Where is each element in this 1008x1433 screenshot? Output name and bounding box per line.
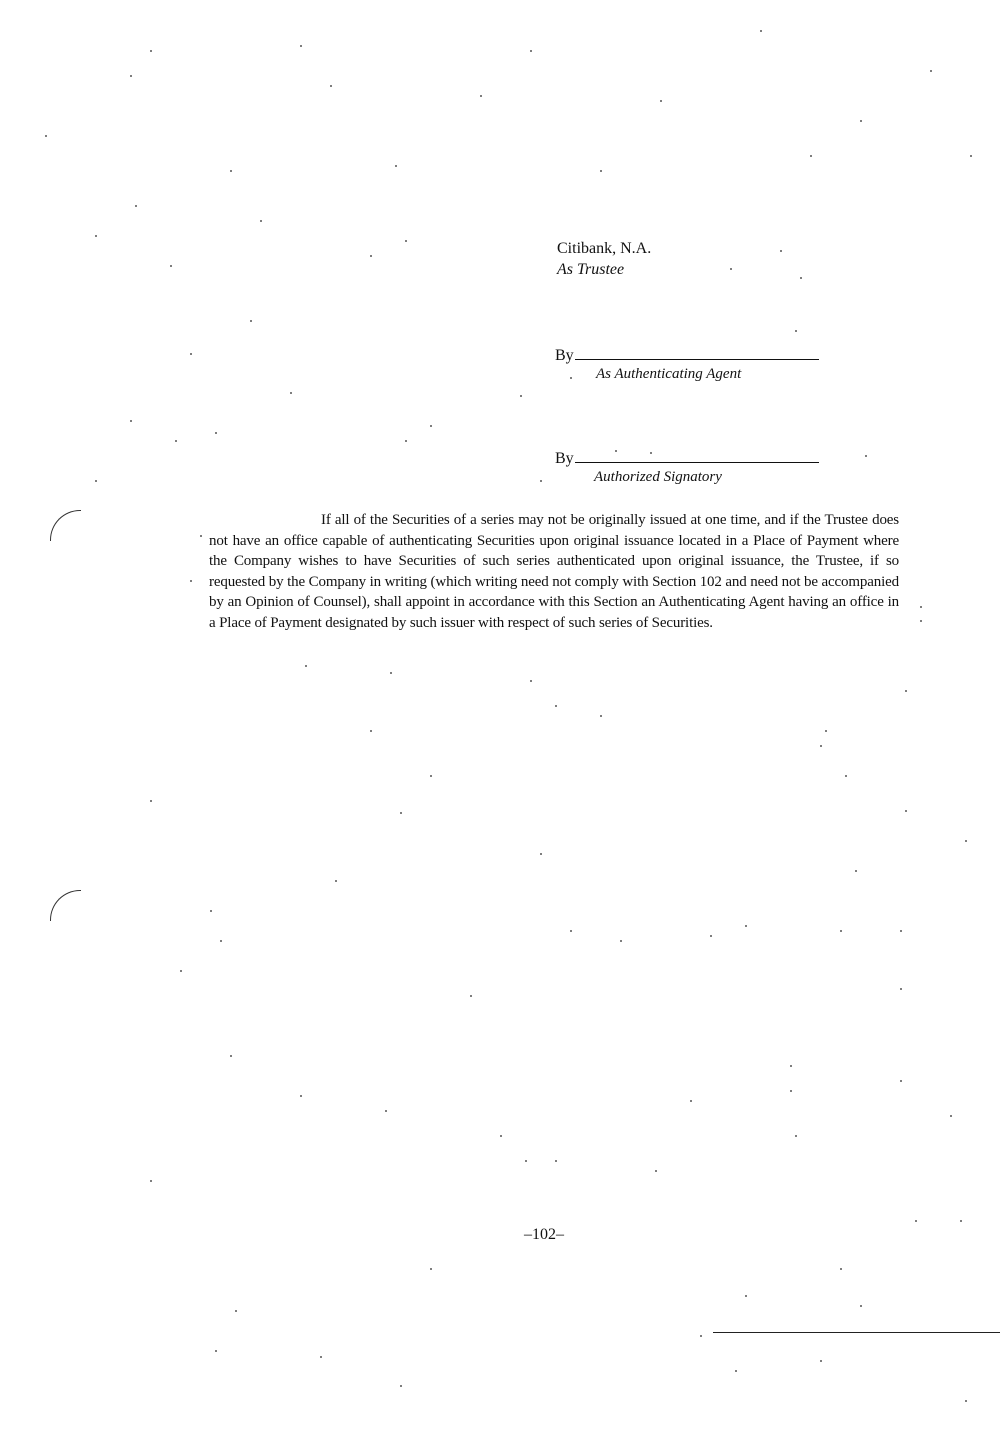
scan-speck bbox=[150, 50, 152, 52]
scan-speck bbox=[800, 277, 802, 279]
scan-speck bbox=[370, 730, 372, 732]
scan-speck bbox=[370, 255, 372, 257]
scan-speck bbox=[570, 377, 572, 379]
scan-speck bbox=[555, 1160, 557, 1162]
scan-speck bbox=[600, 715, 602, 717]
scan-speck bbox=[130, 420, 132, 422]
scan-speck bbox=[540, 480, 542, 482]
signature-rule bbox=[575, 345, 819, 360]
scan-speck bbox=[95, 480, 97, 482]
scan-speck bbox=[400, 1385, 402, 1387]
scan-speck bbox=[530, 50, 532, 52]
binder-hole-mark bbox=[50, 890, 81, 921]
scan-speck bbox=[825, 730, 827, 732]
scan-speck bbox=[470, 995, 472, 997]
scan-speck bbox=[820, 745, 822, 747]
scan-speck bbox=[745, 1295, 747, 1297]
scan-speck bbox=[865, 455, 867, 457]
scan-speck bbox=[780, 250, 782, 252]
scan-speck bbox=[900, 1080, 902, 1082]
scan-speck bbox=[745, 925, 747, 927]
scan-speck bbox=[320, 1356, 322, 1358]
scan-speck bbox=[930, 70, 932, 72]
scan-speck bbox=[855, 870, 857, 872]
scan-speck bbox=[300, 45, 302, 47]
scan-speck bbox=[385, 1110, 387, 1112]
scan-speck bbox=[790, 1090, 792, 1092]
scan-speck bbox=[730, 268, 732, 270]
signature-line-authorized-signatory bbox=[555, 448, 819, 468]
scan-speck bbox=[965, 840, 967, 842]
scan-speck bbox=[530, 680, 532, 682]
scan-speck bbox=[335, 880, 337, 882]
scan-speck bbox=[300, 1095, 302, 1097]
scan-speck bbox=[690, 1100, 692, 1102]
scan-speck bbox=[950, 1115, 952, 1117]
scan-speck bbox=[735, 1370, 737, 1372]
scan-speck bbox=[45, 135, 47, 137]
scan-speck bbox=[200, 535, 202, 537]
scan-speck bbox=[760, 30, 762, 32]
scan-speck bbox=[215, 432, 217, 434]
scan-speck bbox=[700, 1335, 702, 1337]
scan-speck bbox=[405, 240, 407, 242]
scan-speck bbox=[795, 330, 797, 332]
signature-caption: As Authenticating Agent bbox=[596, 366, 742, 382]
scan-speck bbox=[430, 1268, 432, 1270]
by-label: By bbox=[555, 450, 574, 467]
scan-speck bbox=[290, 392, 292, 394]
scan-speck bbox=[250, 320, 252, 322]
scan-speck bbox=[235, 1310, 237, 1312]
scan-speck bbox=[190, 353, 192, 355]
scan-speck bbox=[655, 1170, 657, 1172]
trustee-role: As Trustee bbox=[557, 261, 625, 278]
scan-speck bbox=[400, 812, 402, 814]
scan-speck bbox=[430, 775, 432, 777]
scan-speck bbox=[190, 580, 192, 582]
scan-speck bbox=[790, 1065, 792, 1067]
scan-speck bbox=[905, 810, 907, 812]
scan-speck bbox=[840, 930, 842, 932]
scan-speck bbox=[405, 440, 407, 442]
binder-hole-mark bbox=[50, 510, 81, 541]
scan-speck bbox=[795, 1135, 797, 1137]
scan-speck bbox=[920, 606, 922, 608]
scan-speck bbox=[135, 205, 137, 207]
scan-speck bbox=[150, 800, 152, 802]
scan-speck bbox=[395, 165, 397, 167]
scan-speck bbox=[920, 620, 922, 622]
scan-speck bbox=[95, 235, 97, 237]
scan-speck bbox=[175, 440, 177, 442]
scan-speck bbox=[170, 265, 172, 267]
scan-speck bbox=[860, 120, 862, 122]
scan-speck bbox=[500, 1135, 502, 1137]
scan-speck bbox=[150, 1180, 152, 1182]
scan-speck bbox=[430, 425, 432, 427]
scan-speck bbox=[230, 1055, 232, 1057]
scan-speck bbox=[180, 970, 182, 972]
scan-speck bbox=[810, 155, 812, 157]
signature-line-authenticating-agent bbox=[555, 345, 819, 365]
scan-speck bbox=[900, 930, 902, 932]
trustee-block bbox=[557, 238, 857, 280]
scan-speck bbox=[230, 170, 232, 172]
scan-speck bbox=[660, 100, 662, 102]
scan-speck bbox=[600, 170, 602, 172]
signature-rule bbox=[575, 448, 819, 463]
body-paragraph: If all of the Securities of a series may not be originally issued at one time, and if the Trustee does not have an office capable of authenticating Securities upon original issuance located in a Place of Payment where the Company wishes to have Securities of such series authenticated upon original issuance, the Trustee, if so requested by the Company in writing (which writing need not comply with Section 102 and need not be accompanied by an Opinion of Counsel), shall appoint in accordance with this Section an Authenticating Agent having an office in a Place of Payment designated by such issuer with respect of such series of Securities. bbox=[209, 512, 899, 631]
scan-speck bbox=[555, 705, 557, 707]
scan-speck bbox=[820, 1360, 822, 1362]
scan-speck bbox=[965, 1400, 967, 1402]
scan-speck bbox=[840, 1268, 842, 1270]
scan-speck bbox=[860, 1305, 862, 1307]
scan-speck bbox=[305, 665, 307, 667]
scan-speck bbox=[970, 155, 972, 157]
scan-speck bbox=[215, 1350, 217, 1352]
scan-speck bbox=[480, 95, 482, 97]
scan-speck bbox=[130, 75, 132, 77]
scan-speck bbox=[620, 940, 622, 942]
scan-speck bbox=[615, 450, 617, 452]
scan-speck bbox=[330, 85, 332, 87]
scan-speck bbox=[650, 452, 652, 454]
scan-speck bbox=[210, 910, 212, 912]
scan-speck bbox=[900, 988, 902, 990]
signature-caption: Authorized Signatory bbox=[594, 469, 722, 485]
scan-speck bbox=[520, 395, 522, 397]
page-number: –102– bbox=[524, 1226, 564, 1243]
scan-speck bbox=[570, 930, 572, 932]
bottom-rule bbox=[713, 1332, 1000, 1333]
scan-speck bbox=[525, 1160, 527, 1162]
scan-speck bbox=[845, 775, 847, 777]
scan-speck bbox=[915, 1220, 917, 1222]
scan-speck bbox=[220, 940, 222, 942]
scan-speck bbox=[540, 853, 542, 855]
scan-speck bbox=[260, 220, 262, 222]
scan-speck bbox=[905, 690, 907, 692]
scan-speck bbox=[960, 1220, 962, 1222]
by-label: By bbox=[555, 347, 574, 364]
scan-speck bbox=[710, 935, 712, 937]
scan-speck bbox=[390, 672, 392, 674]
trustee-name: Citibank, N.A. bbox=[557, 240, 652, 257]
